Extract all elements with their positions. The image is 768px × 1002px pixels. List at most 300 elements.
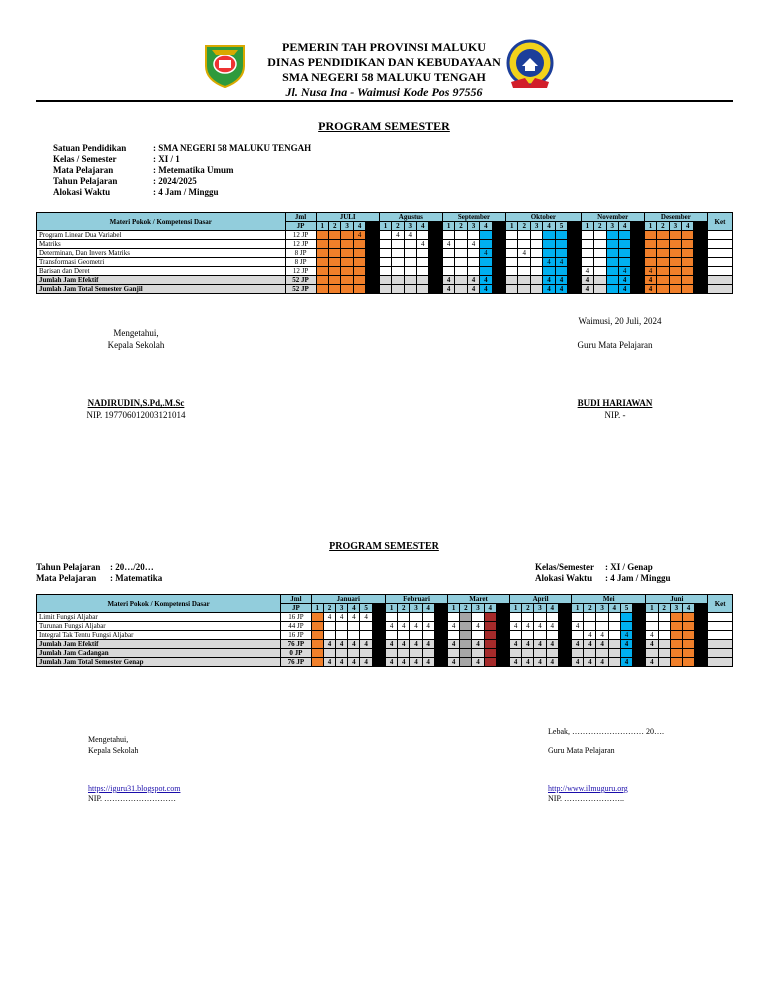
month-separator (633, 613, 646, 622)
week-cell: 4 (546, 640, 558, 649)
week-cell (606, 285, 618, 294)
ket-cell (708, 649, 733, 658)
week-cell (455, 258, 467, 267)
week-cell: 4 (336, 658, 348, 667)
week-cell: 4 (480, 285, 492, 294)
month-separator (695, 640, 708, 649)
week-cell: 4 (480, 276, 492, 285)
header-week: 4 (546, 604, 558, 613)
week-cell (555, 231, 567, 240)
table-row (37, 285, 733, 294)
week-cell (657, 258, 669, 267)
header-week: 4 (682, 222, 694, 231)
materi-cell: Jumlah Jam Efektif (37, 640, 281, 649)
week-cell (480, 231, 492, 240)
month-separator (694, 267, 707, 276)
week-cell (608, 622, 620, 631)
week-cell (455, 276, 467, 285)
week-cell: 4 (480, 249, 492, 258)
month-separator (558, 604, 571, 613)
week-cell (594, 285, 606, 294)
month-separator (372, 649, 385, 658)
week-cell (644, 231, 656, 240)
month-separator (429, 231, 443, 240)
week-cell: 4 (572, 640, 584, 649)
week-cell: 4 (581, 267, 593, 276)
genap-table (36, 594, 733, 667)
week-cell: 4 (336, 613, 348, 622)
header-week: 4 (417, 222, 429, 231)
week-cell: 4 (348, 640, 360, 649)
week-cell (506, 231, 518, 240)
month-separator (694, 249, 707, 258)
week-cell: 4 (555, 258, 567, 267)
header-week: 3 (669, 222, 681, 231)
header-week: 1 (572, 604, 584, 613)
week-cell (422, 649, 434, 658)
ganjil-table (36, 212, 733, 294)
genap-kelas-key: Kelas/Semester (535, 562, 594, 572)
ket-cell (707, 231, 732, 240)
month-separator (694, 240, 707, 249)
week-cell: 4 (543, 285, 555, 294)
week-cell: 4 (422, 640, 434, 649)
week-cell (572, 631, 584, 640)
week-cell (530, 240, 542, 249)
header-month: Mei (572, 595, 646, 604)
header-week: 3 (336, 604, 348, 613)
header-week: 3 (670, 604, 682, 613)
week-cell: 4 (572, 622, 584, 631)
week-cell (472, 613, 484, 622)
header-week: 1 (442, 222, 454, 231)
week-cell (657, 285, 669, 294)
week-cell (341, 240, 353, 249)
ganjil-left-name: NADIRUDIN,S.Pd,.M.Sc (87, 398, 185, 408)
header-week: 1 (311, 604, 323, 613)
week-cell: 4 (385, 640, 397, 649)
week-cell (518, 258, 530, 267)
header-week: 1 (510, 604, 522, 613)
week-cell (606, 267, 618, 276)
week-cell (530, 231, 542, 240)
header-week: 1 (448, 604, 460, 613)
header-week: 2 (398, 604, 410, 613)
week-cell (510, 649, 522, 658)
info-value: : SMA NEGERI 58 MALUKU TENGAH (153, 143, 312, 153)
month-separator (633, 622, 646, 631)
week-cell: 4 (618, 285, 630, 294)
week-cell (646, 613, 658, 622)
week-cell (422, 613, 434, 622)
week-cell (442, 249, 454, 258)
header-week: 2 (658, 604, 670, 613)
week-cell (353, 267, 365, 276)
week-cell (658, 649, 670, 658)
genap-left-link[interactable]: https://iguru31.blogspot.com (88, 784, 181, 793)
month-separator (372, 631, 385, 640)
week-cell (442, 258, 454, 267)
genap-left-sig-2: Kepala Sekolah (88, 746, 139, 755)
week-cell (392, 267, 404, 276)
week-cell (669, 249, 681, 258)
week-cell (596, 622, 608, 631)
week-cell (584, 649, 596, 658)
week-cell (379, 285, 391, 294)
week-cell (518, 240, 530, 249)
week-cell (644, 240, 656, 249)
week-cell: 4 (472, 658, 484, 667)
week-cell (534, 649, 546, 658)
week-cell (518, 267, 530, 276)
week-cell (682, 267, 694, 276)
materi-cell: Jumlah Jam Total Semester Genap (37, 658, 281, 667)
header-week: 2 (392, 222, 404, 231)
month-separator (695, 622, 708, 631)
week-cell (555, 267, 567, 276)
jp-cell: 12 JP (285, 231, 316, 240)
week-cell (657, 240, 669, 249)
month-separator (694, 258, 707, 267)
materi-cell: Jumlah Jam Total Semester Ganjil (37, 285, 286, 294)
week-cell (398, 631, 410, 640)
week-cell (360, 649, 372, 658)
week-cell (316, 240, 328, 249)
week-cell: 4 (522, 658, 534, 667)
info-key: Satuan Pendidikan (53, 143, 127, 153)
header-month: Maret (448, 595, 510, 604)
week-cell (360, 622, 372, 631)
table-row (37, 267, 733, 276)
week-cell (596, 649, 608, 658)
week-cell (311, 631, 323, 640)
month-separator (568, 276, 581, 285)
header-week: 2 (657, 222, 669, 231)
provincial-emblem-icon (204, 42, 246, 88)
week-cell (506, 285, 518, 294)
week-cell (669, 285, 681, 294)
week-cell (442, 267, 454, 276)
week-cell: 4 (467, 240, 479, 249)
week-cell (404, 285, 416, 294)
header-month: JULI (316, 213, 379, 222)
genap-title: PROGRAM SEMESTER (329, 541, 439, 552)
week-cell: 4 (385, 622, 397, 631)
genap-mapel-value: : Matematika (110, 573, 163, 583)
week-cell (522, 613, 534, 622)
month-separator (434, 658, 447, 667)
ganjil-info (53, 143, 311, 198)
month-separator (434, 604, 447, 613)
week-cell: 4 (442, 240, 454, 249)
week-cell (353, 240, 365, 249)
jp-cell: 44 JP (281, 622, 312, 631)
month-separator (558, 640, 571, 649)
month-separator (434, 649, 447, 658)
header-week: 4 (543, 222, 555, 231)
ket-cell (708, 613, 733, 622)
info-key: Mata Pelajaran (53, 165, 114, 175)
month-separator (429, 285, 443, 294)
materi-cell: Limit Fungsi Aljabar (37, 613, 281, 622)
week-cell (316, 285, 328, 294)
week-cell: 4 (646, 640, 658, 649)
month-separator (366, 267, 379, 276)
month-separator (429, 276, 443, 285)
week-cell (682, 640, 694, 649)
week-cell (608, 613, 620, 622)
week-cell (404, 267, 416, 276)
week-cell (644, 249, 656, 258)
genap-place-date: Lebak, ……………………… 20…. (548, 727, 664, 736)
week-cell (506, 276, 518, 285)
week-cell: 4 (646, 658, 658, 667)
week-cell (341, 276, 353, 285)
genap-alokasi-value: : 4 Jam / Minggu (605, 573, 671, 583)
jp-cell: 52 JP (285, 276, 316, 285)
week-cell: 4 (467, 285, 479, 294)
week-cell: 4 (646, 631, 658, 640)
header-week: 2 (455, 222, 467, 231)
week-cell (646, 622, 658, 631)
week-cell (658, 640, 670, 649)
week-cell: 4 (422, 658, 434, 667)
week-cell (670, 613, 682, 622)
month-separator (434, 613, 447, 622)
week-cell (316, 249, 328, 258)
week-cell (484, 649, 496, 658)
week-cell: 4 (398, 640, 410, 649)
week-cell (392, 285, 404, 294)
month-separator (558, 649, 571, 658)
genap-alokasi-key: Alokasi Waktu (535, 573, 593, 583)
week-cell (323, 649, 335, 658)
month-separator (492, 258, 505, 267)
header-month: April (510, 595, 572, 604)
week-cell: 4 (323, 613, 335, 622)
info-value: : 4 Jam / Minggu (153, 187, 219, 197)
month-separator (372, 622, 385, 631)
info-value: : XI / 1 (153, 154, 180, 164)
week-cell: 4 (581, 285, 593, 294)
header-month: Februari (385, 595, 447, 604)
week-cell (620, 622, 632, 631)
week-cell (618, 240, 630, 249)
week-cell (644, 258, 656, 267)
week-cell (657, 276, 669, 285)
week-cell: 4 (596, 658, 608, 667)
week-cell (530, 276, 542, 285)
week-cell (460, 613, 472, 622)
header-week: 4 (484, 604, 496, 613)
ket-cell (707, 240, 732, 249)
week-cell (572, 649, 584, 658)
header-line3: SMA NEGERI 58 MALUKU TENGAH (282, 70, 486, 84)
week-cell (460, 649, 472, 658)
week-cell (682, 285, 694, 294)
week-cell (555, 249, 567, 258)
jp-cell: 16 JP (281, 613, 312, 622)
week-cell (404, 276, 416, 285)
week-cell (543, 249, 555, 258)
month-separator (496, 631, 509, 640)
week-cell (682, 276, 694, 285)
jp-cell: 16 JP (281, 631, 312, 640)
week-cell (336, 631, 348, 640)
month-separator (558, 631, 571, 640)
week-cell: 4 (546, 622, 558, 631)
week-cell: 4 (584, 631, 596, 640)
week-cell: 4 (518, 249, 530, 258)
genap-info-left (36, 562, 162, 584)
week-cell: 4 (572, 658, 584, 667)
ganjil-left-sig-1: Mengetahui, (113, 328, 159, 338)
header-week: 2 (584, 604, 596, 613)
info-row (53, 143, 311, 154)
month-separator (372, 640, 385, 649)
week-cell (417, 258, 429, 267)
week-cell (417, 249, 429, 258)
header-month: Agustus (379, 213, 442, 222)
ket-cell (708, 658, 733, 667)
week-cell (572, 613, 584, 622)
month-separator (631, 222, 644, 231)
week-cell (341, 258, 353, 267)
week-cell (316, 258, 328, 267)
week-cell (546, 649, 558, 658)
materi-cell: Determinan, Dan Invers Matriks (37, 249, 286, 258)
week-cell (669, 267, 681, 276)
ket-cell (707, 285, 732, 294)
week-cell (392, 240, 404, 249)
header-week: 2 (329, 222, 341, 231)
week-cell (341, 267, 353, 276)
genap-right-link[interactable]: http://www.ilmuguru.org (548, 784, 628, 793)
week-cell (657, 267, 669, 276)
ganjil-place-date: Waimusi, 20 Juli, 2024 (578, 316, 662, 326)
week-cell: 4 (472, 622, 484, 631)
week-cell: 4 (410, 622, 422, 631)
week-cell (658, 613, 670, 622)
info-value: : 2024/2025 (153, 176, 197, 186)
table-row (37, 258, 733, 267)
week-cell (484, 613, 496, 622)
month-separator (496, 604, 509, 613)
week-cell (467, 249, 479, 258)
week-cell (467, 231, 479, 240)
week-cell (404, 240, 416, 249)
week-cell: 4 (448, 622, 460, 631)
week-cell (657, 249, 669, 258)
header-week: 4 (682, 604, 694, 613)
month-separator (695, 613, 708, 622)
week-cell (682, 258, 694, 267)
header-week: 4 (348, 604, 360, 613)
header-address: Jl. Nusa Ina - Waimusi Kode Pos 97556 (285, 85, 483, 99)
week-cell (581, 240, 593, 249)
header-ket: Ket (708, 595, 733, 613)
week-cell (410, 649, 422, 658)
month-separator (429, 240, 443, 249)
week-cell (606, 240, 618, 249)
table-row (37, 231, 733, 240)
month-separator (496, 622, 509, 631)
week-cell (682, 658, 694, 667)
week-cell (480, 267, 492, 276)
jp-cell: 12 JP (285, 267, 316, 276)
materi-cell: Turunan Fungsi Aljabar (37, 622, 281, 631)
genap-left-sig-1: Mengetahui, (88, 735, 129, 744)
week-cell (329, 258, 341, 267)
month-separator (434, 622, 447, 631)
week-cell (682, 231, 694, 240)
materi-cell: Jumlah Jam Efektif (37, 276, 286, 285)
week-cell (316, 267, 328, 276)
week-cell: 4 (543, 276, 555, 285)
header-materi: Materi Pokok / Kompetensi Dasar (37, 595, 281, 613)
ket-cell (708, 622, 733, 631)
month-separator (492, 222, 505, 231)
week-cell (682, 240, 694, 249)
week-cell (467, 267, 479, 276)
header-materi: Materi Pokok / Kompetensi Dasar (37, 213, 286, 231)
week-cell: 4 (472, 640, 484, 649)
week-cell: 4 (510, 640, 522, 649)
ganjil-title: PROGRAM SEMESTER (318, 119, 450, 133)
table-row (37, 249, 733, 258)
header-week: 3 (467, 222, 479, 231)
header-month: November (581, 213, 644, 222)
header-week: 1 (385, 604, 397, 613)
week-cell (385, 613, 397, 622)
week-cell (530, 285, 542, 294)
week-cell (385, 631, 397, 640)
genap-mapel-key: Mata Pelajaran (36, 573, 97, 583)
info-value: : Metematika Umum (153, 165, 234, 175)
month-separator (631, 276, 644, 285)
week-cell (543, 240, 555, 249)
week-cell (594, 267, 606, 276)
header-week: 4 (618, 222, 630, 231)
week-cell (404, 258, 416, 267)
month-separator (434, 640, 447, 649)
month-separator (631, 249, 644, 258)
table-row (37, 622, 733, 631)
week-cell (472, 631, 484, 640)
month-separator (366, 222, 379, 231)
week-cell (555, 240, 567, 249)
header-week: 1 (644, 222, 656, 231)
week-cell (670, 658, 682, 667)
week-cell (669, 240, 681, 249)
genap-kelas-value: : XI / Genap (605, 562, 653, 572)
week-cell (311, 658, 323, 667)
materi-cell: Transformasi Geometri (37, 258, 286, 267)
week-cell (618, 249, 630, 258)
week-cell: 4 (644, 276, 656, 285)
week-cell (480, 258, 492, 267)
week-cell (658, 631, 670, 640)
week-cell (608, 649, 620, 658)
week-cell (518, 231, 530, 240)
month-separator (694, 231, 707, 240)
week-cell (392, 276, 404, 285)
week-cell: 4 (644, 267, 656, 276)
week-cell (467, 258, 479, 267)
week-cell (311, 622, 323, 631)
week-cell (353, 285, 365, 294)
month-separator (558, 622, 571, 631)
